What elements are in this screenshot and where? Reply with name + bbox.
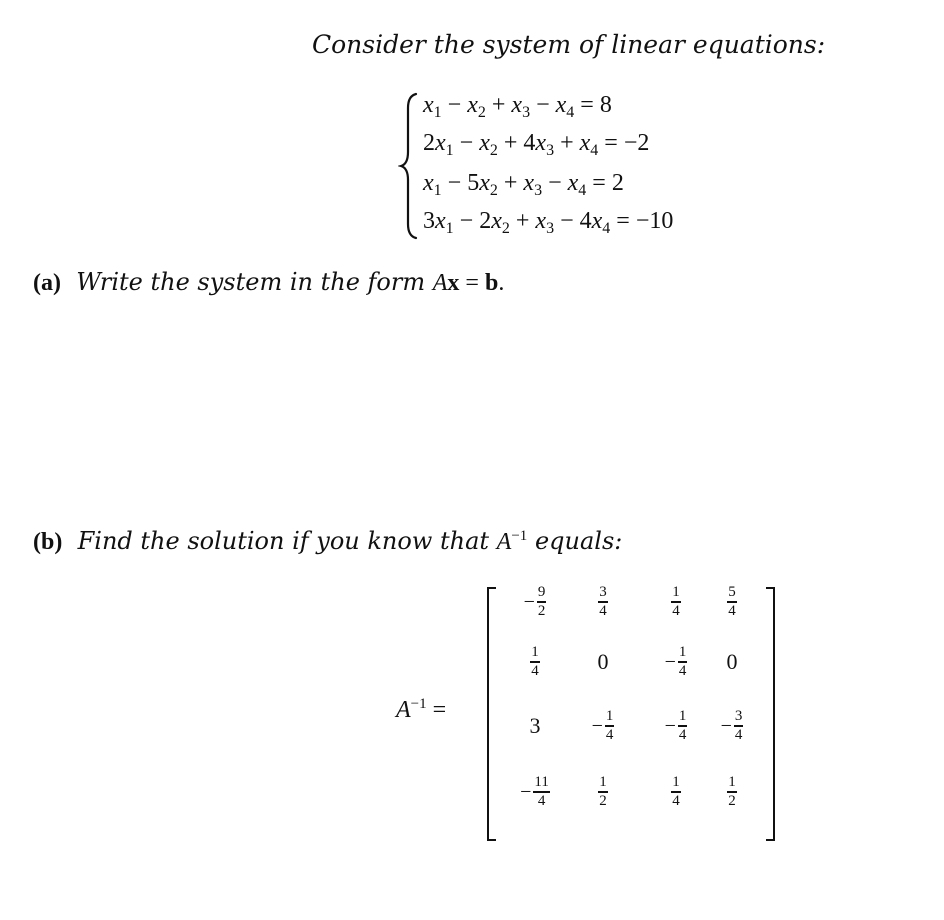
- part-a-matrix-A: A: [432, 270, 448, 296]
- coefficient: 8: [599, 92, 612, 118]
- part-a-vector-x: x: [447, 270, 460, 296]
- matrix-entry-fraction: [671, 585, 681, 618]
- part-a-equals: =: [465, 270, 479, 296]
- matrix-entry-sign: −: [720, 714, 732, 737]
- inverse-matrix-label: [396, 696, 446, 724]
- coefficient: 4: [579, 208, 592, 234]
- fraction-numerator: 1: [678, 708, 687, 725]
- variable: $x_4$: [579, 130, 599, 159]
- matrix-cell: [500, 642, 570, 682]
- operator: −: [441, 170, 468, 196]
- variable-subscript: 3: [522, 104, 531, 121]
- matrix-cell: [568, 772, 638, 812]
- matrix-cell: [697, 772, 767, 812]
- variable: $x_1$: [423, 92, 442, 121]
- fraction-denominator: 4: [678, 662, 687, 679]
- variable: $x_2$: [479, 170, 498, 199]
- operator: −: [453, 208, 480, 234]
- matrix-entry-fraction: [537, 585, 547, 618]
- system-brace: [398, 92, 420, 240]
- fraction-numerator: 3: [599, 584, 607, 601]
- matrix-cell: [568, 642, 638, 682]
- matrix-entry-fraction: [598, 585, 608, 618]
- operator: +: [485, 92, 512, 118]
- matrix-cell: [500, 582, 570, 622]
- fraction-numerator: 1: [605, 708, 614, 725]
- inverse-label-equals: =: [432, 697, 447, 723]
- variable: $x_4$: [567, 170, 587, 199]
- part-b-label: (b): [33, 529, 63, 555]
- operator: −: [530, 92, 556, 118]
- equation-row: [423, 92, 612, 122]
- variable-subscript: 1: [445, 220, 454, 237]
- coefficient: 2: [423, 130, 435, 156]
- fraction-denominator: 4: [531, 662, 539, 679]
- variable-subscript: 4: [578, 182, 587, 199]
- fraction-denominator: 4: [734, 726, 743, 743]
- fraction-numerator: 5: [728, 584, 736, 601]
- matrix-entry-fraction: [605, 709, 615, 742]
- fraction-denominator: 4: [537, 792, 546, 809]
- coefficient: 2: [611, 170, 624, 196]
- variable: $x_1$: [435, 130, 454, 159]
- operator: =: [610, 208, 636, 234]
- operator: =: [574, 92, 600, 118]
- variable-subscript: 2: [489, 142, 498, 159]
- variable-subscript: 4: [602, 220, 611, 237]
- matrix-cell: [697, 706, 767, 746]
- matrix-entry-sign: −: [520, 780, 532, 803]
- coefficient: −2: [623, 130, 650, 156]
- variable: $x_2$: [479, 130, 498, 159]
- matrix-entry-integer: 0: [597, 649, 609, 674]
- coefficient: 2: [479, 208, 492, 234]
- variable: $x_1$: [423, 170, 442, 199]
- fraction-denominator: 4: [672, 792, 680, 809]
- operator: −: [554, 208, 580, 234]
- variable-subscript: 2: [501, 220, 510, 237]
- matrix-cell: [697, 642, 767, 682]
- variable-subscript: 2: [489, 182, 498, 199]
- inverse-label-A: A: [396, 697, 411, 723]
- coefficient: 3: [423, 208, 435, 234]
- variable: $x_3$: [535, 208, 555, 237]
- matrix-cell: [568, 706, 638, 746]
- part-b-exponent: −1: [511, 528, 528, 544]
- matrix-entry-sign: −: [664, 650, 676, 673]
- variable: $x_4$: [555, 92, 575, 121]
- variable-subscript: 4: [590, 142, 599, 159]
- matrix-entry-fraction: [671, 775, 681, 808]
- fraction-numerator: 1: [672, 584, 680, 601]
- operator: +: [497, 130, 524, 156]
- operator: +: [554, 130, 580, 156]
- equation-row: [423, 170, 624, 200]
- variable-subscript: 3: [546, 220, 555, 237]
- part-a-label: (a): [33, 270, 61, 296]
- coefficient: 5: [467, 170, 480, 196]
- operator: +: [497, 170, 524, 196]
- fraction-denominator: 4: [672, 602, 680, 619]
- part-b-tail: equals:: [534, 527, 623, 555]
- matrix-entry-fraction: [678, 645, 688, 678]
- matrix-entry-sign: −: [664, 714, 676, 737]
- operator: −: [441, 92, 468, 118]
- fraction-denominator: 2: [599, 792, 607, 809]
- variable: $x_4$: [591, 208, 611, 237]
- fraction-denominator: 4: [678, 726, 687, 743]
- fraction-numerator: 3: [734, 708, 743, 725]
- operator: +: [509, 208, 536, 234]
- matrix-entry-fraction: [678, 709, 688, 742]
- part-b-matrix-A: A: [496, 529, 512, 555]
- fraction-numerator: 1: [531, 644, 539, 661]
- fraction-numerator: 9: [537, 584, 546, 601]
- matrix-entry-integer: 3: [529, 713, 541, 738]
- matrix-cell: [500, 706, 570, 746]
- matrix-entry-sign: −: [591, 714, 603, 737]
- part-a-period: .: [498, 270, 505, 296]
- operator: =: [586, 170, 612, 196]
- variable-subscript: 1: [445, 142, 454, 159]
- fraction-numerator: 1: [678, 644, 687, 661]
- part-b: [33, 527, 622, 556]
- fraction-numerator: 1: [599, 774, 607, 791]
- fraction-denominator: 4: [599, 602, 607, 619]
- part-a-vector-b: b: [484, 270, 499, 296]
- matrix-cell: [500, 772, 570, 812]
- problem-intro: Consider the system of linear equations:: [312, 30, 826, 59]
- fraction-numerator: 11: [534, 774, 549, 791]
- variable: $x_3$: [535, 130, 555, 159]
- inverse-label-exponent: −1: [410, 696, 427, 712]
- coefficient: 4: [523, 130, 536, 156]
- operator: =: [598, 130, 624, 156]
- matrix-cell: [697, 582, 767, 622]
- variable-subscript: 1: [433, 104, 442, 121]
- part-a: [33, 268, 504, 297]
- matrix-entry-fraction: [734, 709, 744, 742]
- matrix-entry-sign: −: [523, 590, 535, 613]
- fraction-denominator: 4: [728, 602, 736, 619]
- fraction-denominator: 4: [605, 726, 614, 743]
- matrix-cell: [568, 582, 638, 622]
- variable-subscript: 2: [477, 104, 486, 121]
- operator: −: [453, 130, 480, 156]
- fraction-denominator: 2: [728, 792, 736, 809]
- operator: −: [542, 170, 568, 196]
- coefficient: −10: [635, 208, 674, 234]
- variable: $x_3$: [511, 92, 531, 121]
- matrix-entry-fraction: [727, 585, 737, 618]
- matrix-entry-integer: 0: [726, 649, 738, 674]
- fraction-numerator: 1: [728, 774, 736, 791]
- variable: $x_3$: [523, 170, 543, 199]
- equation-row: [423, 208, 673, 238]
- matrix-entry-fraction: [533, 775, 549, 808]
- fraction-denominator: 2: [537, 602, 546, 619]
- equation-row: [423, 130, 649, 160]
- variable-subscript: 1: [433, 182, 442, 199]
- matrix-entry-fraction: [727, 775, 737, 808]
- variable-subscript: 3: [546, 142, 555, 159]
- variable: $x_1$: [435, 208, 454, 237]
- variable-subscript: 4: [566, 104, 575, 121]
- variable-subscript: 3: [534, 182, 543, 199]
- matrix-entry-fraction: [598, 775, 608, 808]
- variable: $x_2$: [491, 208, 510, 237]
- part-a-text: Write the system in the form: [76, 268, 426, 296]
- matrix-entry-fraction: [530, 645, 540, 678]
- part-b-text: Find the solution if you know that: [77, 527, 490, 555]
- fraction-numerator: 1: [672, 774, 680, 791]
- variable: $x_2$: [467, 92, 486, 121]
